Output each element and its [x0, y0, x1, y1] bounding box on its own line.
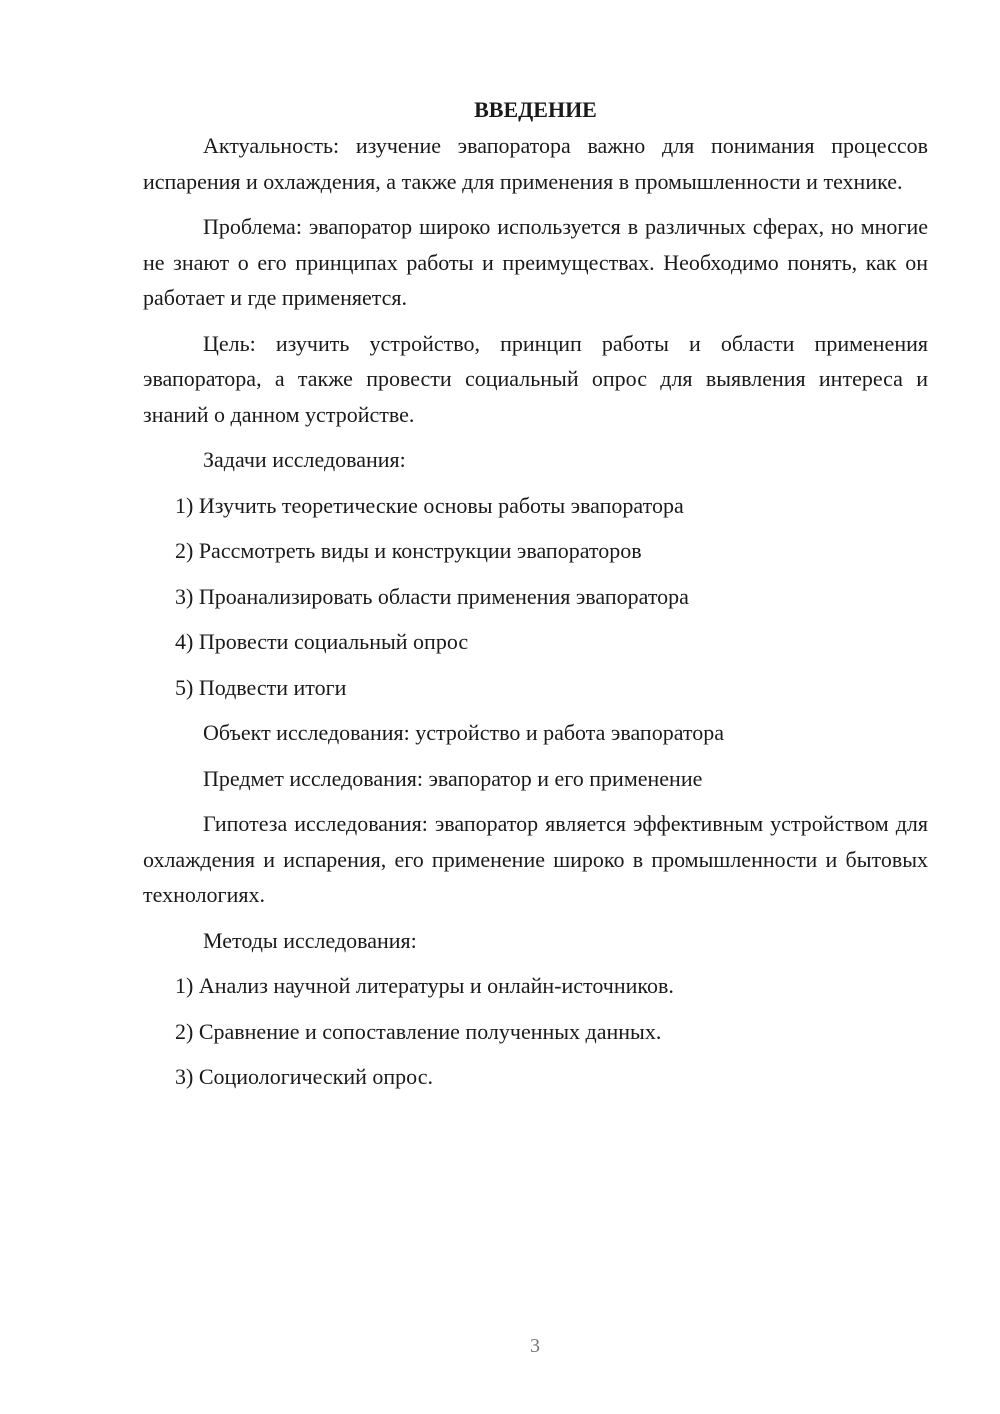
research-object: Объект исследования: устройство и работа эвапоратора	[203, 720, 724, 745]
section-title: ВВЕДЕНИЕ	[474, 97, 597, 122]
task-item: 4) Провести социальный опрос	[175, 629, 469, 654]
task-item: 2) Рассмотреть виды и конструкции эвапораторов	[175, 538, 642, 563]
task-item: 5) Подвести итоги	[175, 674, 347, 700]
method-item: 1) Анализ научной литературы и онлайн-источников.	[175, 973, 674, 998]
paragraph-goal: Цель: изучить устройство, принцип работы и области применения эвапоратора, а также провести социальный опрос для выявления интереса и знаний о данном устройстве.	[143, 330, 928, 427]
research-subject: Предмет исследования: эвапоратор и его применение	[203, 765, 703, 791]
paragraph-hypothesis: Гипотеза исследования: эвапоратор является эффективным устройством для охлаждения и испарения, его применение широко в промышленности и бытовых технологиях.	[143, 811, 928, 907]
task-item: 1) Изучить теоретические основы работы эвапоратора	[175, 492, 684, 518]
methods-heading: Методы исследования:	[203, 927, 417, 953]
method-item: 2) Сравнение и сопоставление полученных данных.	[175, 1018, 662, 1044]
method-item: 3) Социологический опрос.	[175, 1064, 433, 1089]
page-number: 3	[530, 1335, 540, 1357]
paragraph-problem: Проблема: эвапоратор широко используется в различных сферах, но многие не знают о его принципах работы и преимуществах. Необходимо понять, как он работает и где применяется.	[143, 214, 928, 310]
paragraph-relevance: Актуальность: изучение эвапоратора важно для понимания процессов испарения и охлаждения, а также для применения в промышленности и технике.	[143, 133, 928, 194]
tasks-heading: Задачи исследования:	[203, 447, 406, 472]
task-item: 3) Проанализировать области применения эвапоратора	[175, 583, 689, 609]
document-page	[143, 92, 928, 1105]
